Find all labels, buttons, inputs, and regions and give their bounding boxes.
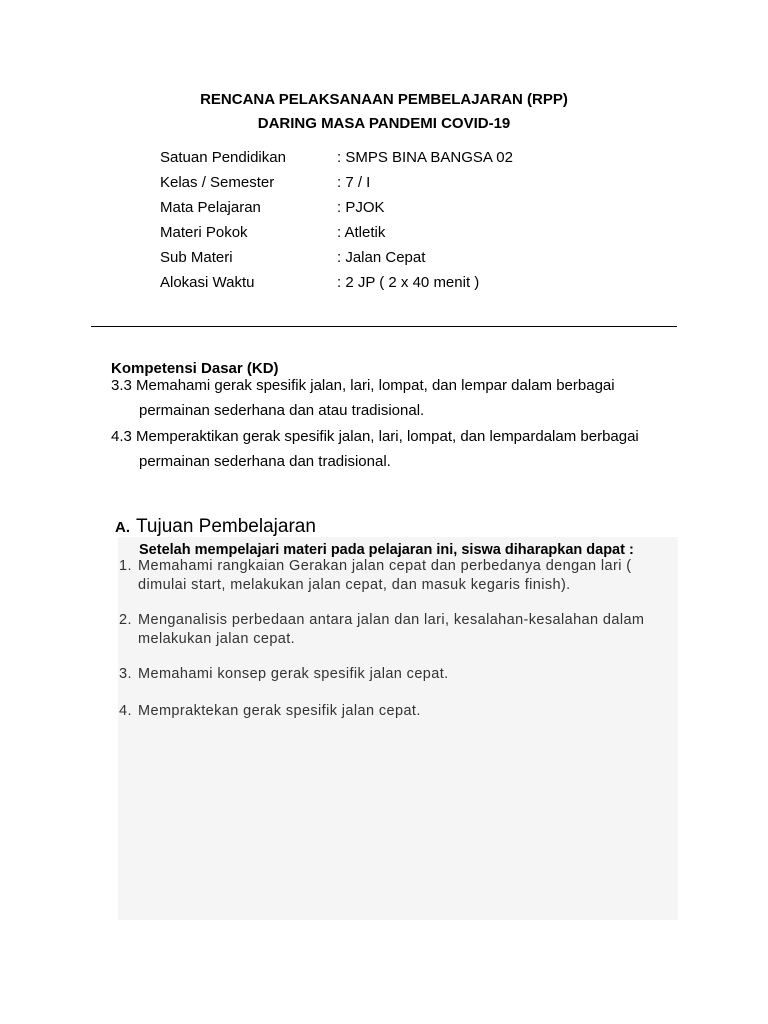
section-a-letter: A. (115, 519, 130, 536)
kd-item-4-3-line-1: 4.3 Memperaktikan gerak spesifik jalan, lari, lompat, dan lempardalam berbagai (111, 428, 639, 445)
info-row-satuan-pendidikan (160, 149, 513, 167)
info-value: : Jalan Cepat (337, 249, 426, 266)
kd-heading: Kompetensi Dasar (KD) (111, 360, 279, 377)
info-value: : 7 / I (337, 174, 371, 191)
goal-text: Memahami konsep gerak spesifik jalan cepat. (138, 666, 449, 682)
section-a-title: Tujuan Pembelajaran (136, 516, 316, 537)
info-label: Alokasi Waktu (160, 274, 255, 291)
goal-text: Memahami rangkaian Gerakan jalan cepat dan perbedanya dengan lari ( dimulai start, melakukan jalan cepat, dan masuk kegaris finish). (138, 558, 632, 593)
info-label: Mata Pelajaran (160, 199, 261, 216)
goal-number: 3. (119, 666, 132, 682)
kd-item-3-3-line-1: 3.3 Memahami gerak spesifik jalan, lari, lompat, dan lempar dalam berbagai (111, 377, 615, 394)
info-row-sub-materi (160, 249, 425, 267)
goal-item-2 (119, 611, 679, 649)
goal-number: 4. (119, 703, 132, 719)
info-label: Satuan Pendidikan (160, 149, 286, 166)
info-value: : Atletik (337, 224, 386, 241)
kd-item-3-3-line-2: permainan sederhana dan atau tradisional. (139, 402, 425, 419)
goal-item-3 (119, 665, 679, 684)
horizontal-divider (91, 326, 677, 327)
goal-text: Mempraktekan gerak spesifik jalan cepat. (138, 703, 421, 719)
info-label: Kelas / Semester (160, 174, 275, 191)
info-row-materi-pokok (160, 224, 385, 242)
document-title-line-2: DARING MASA PANDEMI COVID-19 (257, 115, 511, 132)
goal-text: Menganalisis perbedaan antara jalan dan lari, kesalahan-kesalahan dalam melakukan jalan cepat. (138, 612, 645, 647)
info-label: Materi Pokok (160, 224, 248, 241)
info-label: Sub Materi (160, 249, 233, 266)
info-row-alokasi-waktu (160, 274, 479, 292)
goal-item-4 (119, 702, 679, 721)
section-a-intro: Setelah mempelajari materi pada pelajaran ini, siswa diharapkan dapat : (139, 542, 634, 558)
goal-item-1 (119, 557, 679, 595)
section-a-heading (115, 516, 316, 538)
goal-number: 1. (119, 558, 132, 574)
info-value: : 2 JP ( 2 x 40 menit ) (337, 274, 480, 291)
info-value: : SMPS BINA BANGSA 02 (337, 149, 513, 166)
kd-item-4-3-line-2: permainan sederhana dan tradisional. (139, 453, 391, 470)
info-row-mata-pelajaran (160, 199, 385, 217)
info-row-kelas-semester (160, 174, 370, 192)
goal-number: 2. (119, 612, 132, 628)
info-value: : PJOK (337, 199, 385, 216)
document-title-line-1: RENCANA PELAKSANAAN PEMBELAJARAN (RPP) (200, 91, 568, 108)
